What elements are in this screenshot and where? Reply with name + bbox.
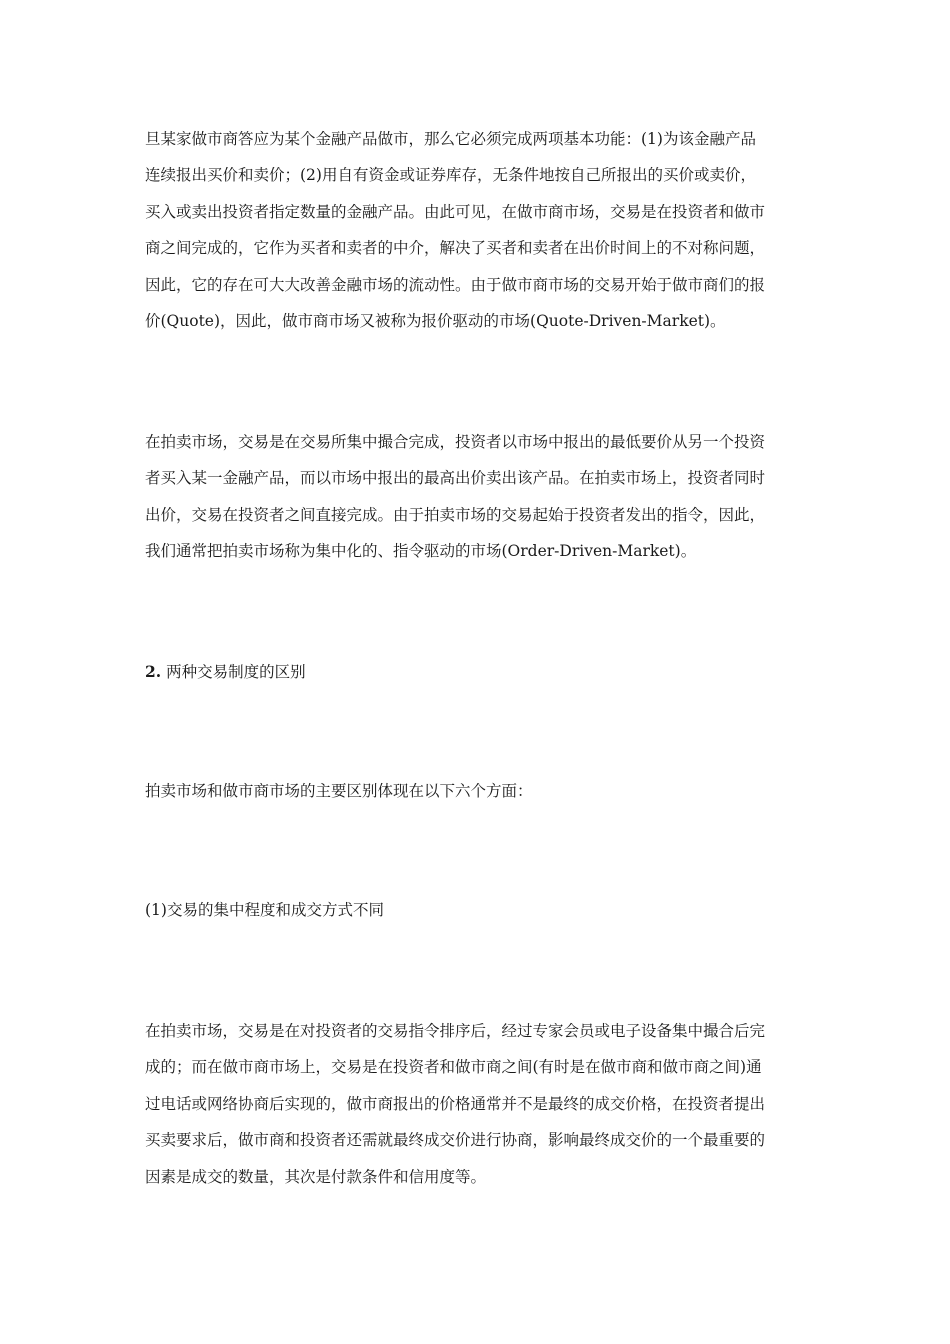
text-line: 连续报出买价和卖价；(2)用自有资金或证券库存，无条件地按自己所报出的买价或卖价， — [145, 166, 756, 185]
text-line: 出价，交易在投资者之间直接完成。由于拍卖市场的交易起始于投资者发出的指令，因此， — [145, 505, 766, 524]
text-line: 成的；而在做市商市场上，交易是在投资者和做市商之间(有时是在做市商和做市商之间)通 — [145, 1058, 762, 1077]
paragraph-six-differences: 拍卖市场和做市商市场的主要区别体现在以下六个方面： — [145, 782, 533, 800]
section-title: 两种交易制度的区别 — [166, 663, 306, 681]
text-line: 因素是成交的数量，其次是付款条件和信用度等。 — [145, 1167, 487, 1186]
text-line: 旦某家做市商答应为某个金融产品做市，那么它必须完成两项基本功能：(1)为该金融产品 — [145, 130, 756, 148]
subheading-concentration: (1)交易的集中程度和成交方式不同 — [145, 901, 384, 919]
text-line: 者买入某一金融产品，而以市场中报出的最高出价卖出该产品。在拍卖市场上，投资者同时 — [145, 469, 766, 488]
text-line: 在拍卖市场，交易是在对投资者的交易指令排序后，经过专家会员或电子设备集中撮合后完 — [145, 1022, 766, 1040]
text-line: 在拍卖市场，交易是在交易所集中撮合完成，投资者以市场中报出的最低要价从另一个投资 — [145, 433, 766, 451]
text-line: 商之间完成的，它作为买者和卖者的中介，解决了买者和卖者在出价时间上的不对称问题， — [145, 239, 766, 258]
text-line: 因此，它的存在可大大改善金融市场的流动性。由于做市商市场的交易开始于做市商们的报 — [145, 275, 766, 294]
text-line: 过电话或网络协商后实现的，做市商报出的价格通常并不是最终的成交价格，在投资者提出 — [145, 1094, 766, 1113]
text-line: 价(Quote)，因此，做市商市场又被称为报价驱动的市场(Quote-Driven-Market)。 — [145, 312, 726, 331]
section-number: 2. — [145, 662, 162, 681]
paragraph-concentration-detail — [145, 1013, 813, 1195]
text-line: 买入或卖出投资者指定数量的金融产品。由此可见，在做市商市场，交易是在投资者和做市 — [145, 202, 766, 221]
text-line: 我们通常把拍卖市场称为集中化的、指令驱动的市场(Order-Driven-Market)。 — [145, 542, 697, 561]
paragraph-auction-market — [145, 424, 813, 570]
section-heading — [145, 660, 306, 684]
text-line: 买卖要求后，做市商和投资者还需就最终成交价进行协商，影响最终成交价的一个最重要的 — [145, 1131, 766, 1150]
paragraph-market-maker-functions — [145, 121, 813, 339]
